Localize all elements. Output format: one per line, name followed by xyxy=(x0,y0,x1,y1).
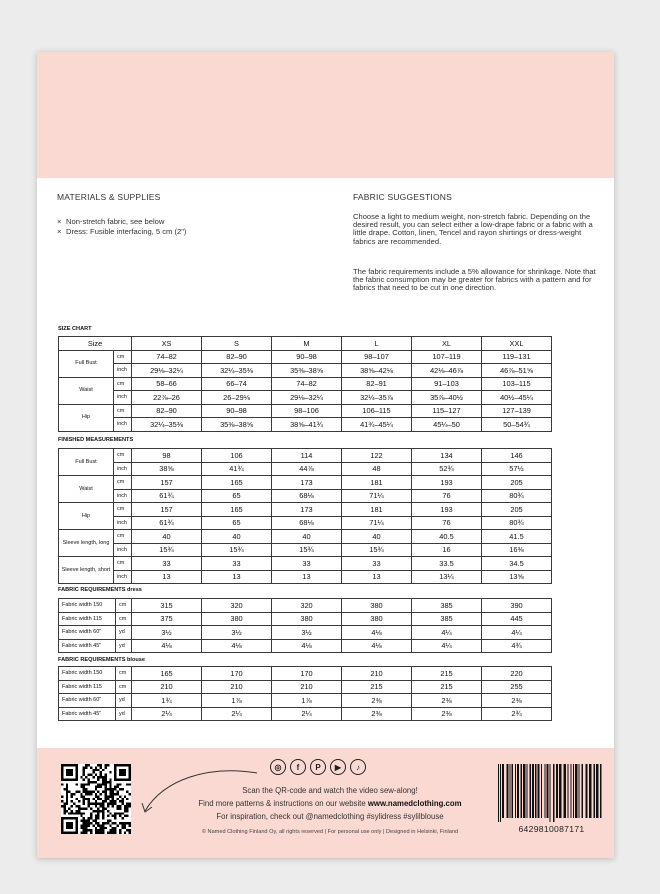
unit-cm: cm xyxy=(114,503,132,517)
youtube-icon[interactable]: ▶ xyxy=(330,759,346,775)
table-cell: 41.5 xyxy=(482,530,552,544)
table-cell: 122 xyxy=(342,449,412,463)
table-row xyxy=(59,489,552,503)
unit-cell: cm xyxy=(116,599,132,613)
table-cell: 380 xyxy=(342,599,412,613)
table-cell: 76 xyxy=(412,516,482,530)
fabric-suggestions-text-1: Choose a light to medium weight, non-stretch fabric. Depending on the desired result, you can select either a low-drape fabric or a fabric with a little drape. Cotton, linen, Tencel and rayon shirtings or dress-weight fabrics are recommended. xyxy=(353,212,593,246)
table-cell: 193 xyxy=(412,476,482,490)
table-cell: 40 xyxy=(202,530,272,544)
table-cell: 91–103 xyxy=(412,377,482,391)
table-row xyxy=(59,599,552,613)
table-cell: 38⅝–41¾ xyxy=(272,418,342,432)
unit-cell: cm xyxy=(116,612,132,626)
size-header-cell: XS xyxy=(132,337,202,351)
table-cell: 40 xyxy=(132,530,202,544)
row-label: Full Bust xyxy=(59,449,114,476)
table-cell: 13 xyxy=(132,570,202,584)
table-cell: 320 xyxy=(202,599,272,613)
row-label: Fabric width 45" xyxy=(59,639,116,653)
instagram-icon[interactable]: ◎ xyxy=(270,759,286,775)
table-cell: 34.5 xyxy=(482,557,552,571)
table-cell: 106–115 xyxy=(342,404,412,418)
table-cell: 127–139 xyxy=(482,404,552,418)
row-label: Hip xyxy=(59,404,114,431)
table-cell: 50–54¾ xyxy=(482,418,552,432)
table-cell: 181 xyxy=(342,476,412,490)
row-label: Hip xyxy=(59,503,114,530)
table-cell: 68⅛ xyxy=(272,516,342,530)
table-row xyxy=(59,503,552,517)
size-header-cell: L xyxy=(342,337,412,351)
table-row xyxy=(59,462,552,476)
table-cell: 40 xyxy=(272,530,342,544)
table-cell: 170 xyxy=(202,667,272,681)
fabric-req-blouse-table xyxy=(58,666,552,721)
materials-list xyxy=(57,217,186,236)
barcode-number: 6429810087171 xyxy=(518,824,585,834)
unit-cell: yd xyxy=(116,707,132,721)
table-row xyxy=(59,694,552,708)
table-cell: 3½ xyxy=(202,626,272,640)
table-cell: 193 xyxy=(412,503,482,517)
table-cell: 134 xyxy=(412,449,482,463)
bullet-x-icon: × xyxy=(57,226,62,236)
table-cell: 29⅛–32¼ xyxy=(272,391,342,405)
table-row xyxy=(59,639,552,653)
finished-measurements-table xyxy=(58,448,552,584)
barcode xyxy=(495,764,610,834)
table-cell: 210 xyxy=(132,680,202,694)
table-cell: 41¾–45¼ xyxy=(342,418,412,432)
material-item xyxy=(57,227,186,237)
pinterest-icon[interactable]: P xyxy=(310,759,326,775)
table-cell: 68⅛ xyxy=(272,489,342,503)
facebook-icon[interactable]: f xyxy=(290,759,306,775)
table-cell: 2⅜ xyxy=(412,694,482,708)
table-cell: 35⅜–38⅝ xyxy=(272,364,342,378)
table-cell: 16⅜ xyxy=(482,543,552,557)
footer-line-2 xyxy=(167,799,493,808)
row-label: Fabric width 45" xyxy=(59,707,116,721)
unit-inch: inch xyxy=(114,516,132,530)
table-cell: 2¾ xyxy=(482,707,552,721)
finished-measurements-title: FINISHED MEASUREMENTS xyxy=(58,437,134,443)
table-cell: 4⅛ xyxy=(132,639,202,653)
table-cell: 4¾ xyxy=(482,639,552,653)
table-row xyxy=(59,476,552,490)
unit-cm: cm xyxy=(114,404,132,418)
table-cell: 106 xyxy=(202,449,272,463)
table-cell: 2¼ xyxy=(132,707,202,721)
table-cell: 74–82 xyxy=(272,377,342,391)
row-label: Sleeve length, short xyxy=(59,557,114,584)
table-cell: 15¾ xyxy=(202,543,272,557)
table-cell: 445 xyxy=(482,612,552,626)
table-cell: 29⅛–32¼ xyxy=(132,364,202,378)
table-cell: 15¾ xyxy=(342,543,412,557)
unit-cm: cm xyxy=(114,530,132,544)
row-label: Full Bust xyxy=(59,350,114,377)
row-label: Fabric width 115 xyxy=(59,612,116,626)
table-cell: 32¼–35⅜ xyxy=(202,364,272,378)
table-cell: 2⅜ xyxy=(482,694,552,708)
copyright-text: © Named Clothing Finland Oy, all rights reserved | For personal use only | Designed in Helsinki, Finland xyxy=(201,829,459,835)
table-cell: 22⅞–26 xyxy=(132,391,202,405)
table-cell: 315 xyxy=(132,599,202,613)
table-cell: 16 xyxy=(412,543,482,557)
row-label: Waist xyxy=(59,476,114,503)
table-cell: 2⅜ xyxy=(342,707,412,721)
table-cell: 13⅝ xyxy=(482,570,552,584)
unit-inch: inch xyxy=(114,364,132,378)
size-header-cell: M xyxy=(272,337,342,351)
table-cell: 33 xyxy=(272,557,342,571)
website-link[interactable]: www.namedclothing.com xyxy=(367,799,462,808)
table-cell: 385 xyxy=(412,612,482,626)
table-row xyxy=(59,516,552,530)
table-cell: 4⅛ xyxy=(202,639,272,653)
size-header-label: Size xyxy=(59,337,132,351)
table-cell: 119–131 xyxy=(482,350,552,364)
table-row xyxy=(59,626,552,640)
table-cell: 46⅞–51⅝ xyxy=(482,364,552,378)
table-cell: 26–29⅛ xyxy=(202,391,272,405)
row-label: Fabric width 60" xyxy=(59,694,116,708)
unit-cell: cm xyxy=(116,667,132,681)
social-icons xyxy=(270,759,366,775)
table-cell: 74–82 xyxy=(132,350,202,364)
size-chart-table xyxy=(58,336,552,432)
unit-inch: inch xyxy=(114,543,132,557)
table-cell: 33 xyxy=(342,557,412,571)
table-cell: 80¾ xyxy=(482,516,552,530)
table-cell: 215 xyxy=(342,680,412,694)
size-chart-title: SIZE CHART xyxy=(58,326,92,332)
unit-cm: cm xyxy=(114,350,132,364)
table-row xyxy=(59,667,552,681)
table-cell: 45¼–50 xyxy=(412,418,482,432)
row-label: Fabric width 60" xyxy=(59,626,116,640)
row-label: Fabric width 150 xyxy=(59,599,116,613)
pattern-sheet xyxy=(37,52,614,858)
unit-cm: cm xyxy=(114,449,132,463)
fabric-req-blouse-title: FABRIC REQUIREMENTS blouse xyxy=(58,657,146,663)
table-cell: 215 xyxy=(412,667,482,681)
size-header-cell: XXL xyxy=(482,337,552,351)
table-cell: 320 xyxy=(272,599,342,613)
footer-line-1: Scan the QR-code and watch the video sew-along! xyxy=(242,786,418,795)
table-cell: 165 xyxy=(202,476,272,490)
table-cell: 107–119 xyxy=(412,350,482,364)
size-header-cell: S xyxy=(202,337,272,351)
table-cell: 98–106 xyxy=(272,404,342,418)
table-cell: 4¼ xyxy=(482,626,552,640)
table-cell: 3½ xyxy=(132,626,202,640)
table-cell: 41¾ xyxy=(202,462,272,476)
table-cell: 3½ xyxy=(272,626,342,640)
table-cell: 146 xyxy=(482,449,552,463)
unit-cell: yd xyxy=(116,639,132,653)
table-cell: 157 xyxy=(132,476,202,490)
table-cell: 15¾ xyxy=(132,543,202,557)
material-item xyxy=(57,217,186,227)
unit-inch: inch xyxy=(114,391,132,405)
table-cell: 82–90 xyxy=(132,404,202,418)
table-cell: 215 xyxy=(412,680,482,694)
table-cell: 165 xyxy=(132,667,202,681)
table-row xyxy=(59,680,552,694)
table-cell: 82–90 xyxy=(202,350,272,364)
table-cell: 42⅛–46⅞ xyxy=(412,364,482,378)
fabric-suggestions-title: FABRIC SUGGESTIONS xyxy=(353,192,453,202)
table-cell: 61¾ xyxy=(132,489,202,503)
table-cell: 44⅞ xyxy=(272,462,342,476)
table-cell: 220 xyxy=(482,667,552,681)
table-cell: 157 xyxy=(132,503,202,517)
row-label: Waist xyxy=(59,377,114,404)
unit-inch: inch xyxy=(114,570,132,584)
row-label: Sleeve length, long xyxy=(59,530,114,557)
row-label: Fabric width 150 xyxy=(59,667,116,681)
table-cell: 13 xyxy=(202,570,272,584)
barcode-bars xyxy=(495,764,608,822)
table-cell: 4⅛ xyxy=(272,639,342,653)
table-cell: 90–98 xyxy=(272,350,342,364)
table-cell: 4¼ xyxy=(412,626,482,640)
table-cell: 2⅜ xyxy=(342,694,412,708)
row-label: Fabric width 115 xyxy=(59,680,116,694)
table-cell: 90–98 xyxy=(202,404,272,418)
table-cell: 210 xyxy=(272,680,342,694)
table-cell: 98–107 xyxy=(342,350,412,364)
table-cell: 170 xyxy=(272,667,342,681)
table-cell: 32¼–35⅞ xyxy=(342,391,412,405)
table-cell: 205 xyxy=(482,476,552,490)
unit-cm: cm xyxy=(114,476,132,490)
table-cell: 210 xyxy=(342,667,412,681)
table-cell: 165 xyxy=(202,503,272,517)
table-cell: 98 xyxy=(132,449,202,463)
table-row xyxy=(59,612,552,626)
table-cell: 255 xyxy=(482,680,552,694)
table-row xyxy=(59,530,552,544)
table-cell: 71¼ xyxy=(342,489,412,503)
table-cell: 33.5 xyxy=(412,557,482,571)
materials-title: MATERIALS & SUPPLIES xyxy=(57,192,161,202)
tiktok-icon[interactable]: ♪ xyxy=(350,759,366,775)
table-cell: 1⅞ xyxy=(272,694,342,708)
material-item-text: Non-stretch fabric, see below xyxy=(66,217,165,226)
table-cell: 4⅛ xyxy=(342,626,412,640)
fabric-req-dress-title: FABRIC REQUIREMENTS dress xyxy=(58,587,142,593)
table-row xyxy=(59,391,552,405)
table-cell: 13¼ xyxy=(412,570,482,584)
table-cell: 2¼ xyxy=(272,707,342,721)
unit-cell: yd xyxy=(116,626,132,640)
table-row xyxy=(59,543,552,557)
bullet-x-icon: × xyxy=(57,217,62,226)
table-cell: 210 xyxy=(202,680,272,694)
table-cell: 61¾ xyxy=(132,516,202,530)
unit-cell: yd xyxy=(116,694,132,708)
footer-line-3: For inspiration, check out @namedclothing #sylidress #sylilblouse xyxy=(216,812,444,821)
table-cell: 71¼ xyxy=(342,516,412,530)
table-cell: 173 xyxy=(272,503,342,517)
table-row xyxy=(59,449,552,463)
table-row xyxy=(59,707,552,721)
table-cell: 380 xyxy=(342,612,412,626)
table-cell: 82–91 xyxy=(342,377,412,391)
table-cell: 52¾ xyxy=(412,462,482,476)
table-cell: 40 xyxy=(342,530,412,544)
table-cell: 13 xyxy=(272,570,342,584)
size-header-row xyxy=(59,337,552,351)
table-cell: 205 xyxy=(482,503,552,517)
table-cell: 2⅜ xyxy=(412,707,482,721)
table-row xyxy=(59,404,552,418)
table-cell: 80¾ xyxy=(482,489,552,503)
table-cell: 40.5 xyxy=(412,530,482,544)
table-cell: 13 xyxy=(342,570,412,584)
table-row xyxy=(59,377,552,391)
table-cell: 38⅝ xyxy=(132,462,202,476)
table-cell: 2¼ xyxy=(202,707,272,721)
qr-code[interactable] xyxy=(61,764,131,834)
table-cell: 375 xyxy=(132,612,202,626)
header-band xyxy=(37,52,614,178)
fabric-suggestions-text-2: The fabric requirements include a 5% allowance for shrinkage. Note that the fabric consumption may be greater for fabrics with a pattern and for fabrics that need to be cut in one direction. xyxy=(353,267,596,293)
table-cell: 65 xyxy=(202,489,272,503)
table-cell: 181 xyxy=(342,503,412,517)
table-cell: 380 xyxy=(202,612,272,626)
table-cell: 76 xyxy=(412,489,482,503)
size-header-cell: XL xyxy=(412,337,482,351)
table-cell: 33 xyxy=(202,557,272,571)
table-cell: 35⅜–38⅝ xyxy=(202,418,272,432)
unit-cm: cm xyxy=(114,377,132,391)
table-row xyxy=(59,570,552,584)
table-cell: 390 xyxy=(482,599,552,613)
table-cell: 35⅞–40½ xyxy=(412,391,482,405)
table-cell: 32¼–35⅜ xyxy=(132,418,202,432)
table-cell: 1¾ xyxy=(132,694,202,708)
table-cell: 38⅝–42⅛ xyxy=(342,364,412,378)
unit-inch: inch xyxy=(114,462,132,476)
material-item-text: Dress: Fusible interfacing, 5 cm (2") xyxy=(66,226,187,236)
table-cell: 58–66 xyxy=(132,377,202,391)
table-cell: 33 xyxy=(132,557,202,571)
table-cell: 1⅞ xyxy=(202,694,272,708)
table-cell: 40½–45¼ xyxy=(482,391,552,405)
table-cell: 173 xyxy=(272,476,342,490)
table-row xyxy=(59,350,552,364)
table-cell: 15¾ xyxy=(272,543,342,557)
footer-line-2-prefix: Find more patterns & instructions on our website xyxy=(198,799,368,808)
table-cell: 4⅛ xyxy=(342,639,412,653)
table-row xyxy=(59,418,552,432)
table-cell: 66–74 xyxy=(202,377,272,391)
fabric-req-dress-table xyxy=(58,598,552,653)
table-cell: 114 xyxy=(272,449,342,463)
unit-cell: cm xyxy=(116,680,132,694)
unit-inch: inch xyxy=(114,489,132,503)
table-cell: 4¼ xyxy=(412,639,482,653)
table-cell: 65 xyxy=(202,516,272,530)
table-cell: 48 xyxy=(342,462,412,476)
table-cell: 57½ xyxy=(482,462,552,476)
unit-cm: cm xyxy=(114,557,132,571)
table-cell: 115–127 xyxy=(412,404,482,418)
table-cell: 380 xyxy=(272,612,342,626)
table-cell: 385 xyxy=(412,599,482,613)
table-row xyxy=(59,364,552,378)
table-row xyxy=(59,557,552,571)
table-cell: 103–115 xyxy=(482,377,552,391)
unit-inch: inch xyxy=(114,418,132,432)
